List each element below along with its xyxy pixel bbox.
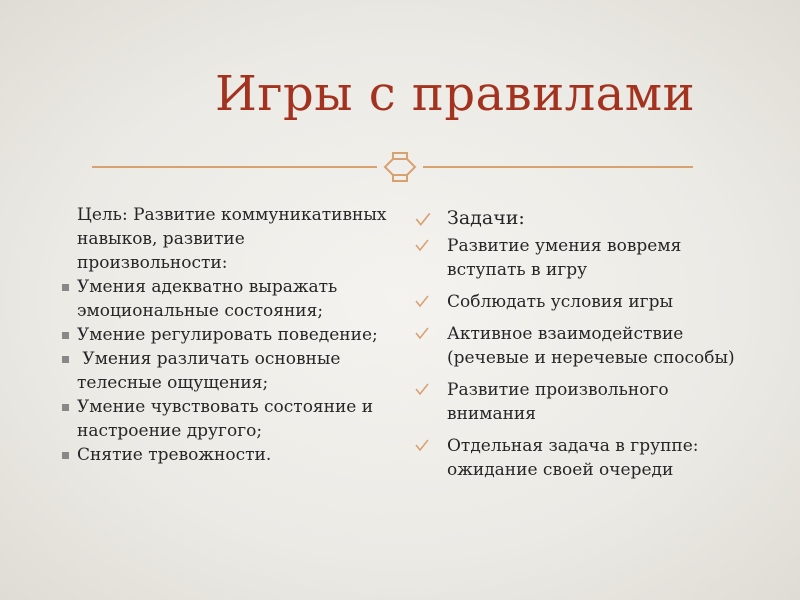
ornament-icon [381, 147, 419, 187]
task-text: Соблюдать условия игры [447, 292, 673, 312]
task-text: Развитие умения вовремя вступать в игру [447, 236, 682, 280]
task-text: Активное взаимодействие (речевые и неречевые способы) [447, 324, 735, 368]
goal-item [60, 347, 390, 395]
task-text: Отдельная задача в группе: ожидание своей очереди [447, 436, 699, 480]
goal-text: Умение чувствовать состояние и настроение другого; [77, 397, 374, 441]
goal-text: Снятие тревожности. [77, 445, 272, 465]
task-item [414, 434, 744, 482]
checkmark-bullet-icon [414, 210, 432, 228]
square-bullet-icon [62, 284, 69, 291]
goal-text: Умения адекватно выражать эмоциональные состояния; [77, 277, 338, 321]
square-bullet-icon [62, 452, 69, 459]
goal-item [60, 323, 390, 347]
square-bullet-icon [62, 332, 69, 339]
goal-text: Умение регулировать поведение; [77, 325, 378, 345]
slide-title: Игры с правилами [215, 66, 696, 122]
checkmark-bullet-icon [414, 437, 430, 453]
tasks-column [414, 205, 744, 490]
title-divider-left [92, 166, 377, 168]
checkmark-bullet-icon [414, 381, 430, 397]
goal-item [60, 443, 390, 467]
goals-intro: Цель: Развитие коммуникативных навыков, развитие произвольности: [77, 205, 387, 273]
checkmark-bullet-icon [414, 325, 430, 341]
square-bullet-icon [62, 404, 69, 411]
goal-item [60, 275, 390, 323]
square-bullet-icon [62, 356, 69, 363]
task-item [414, 322, 744, 370]
checkmark-bullet-icon [414, 293, 430, 309]
goal-text: Умения различать основные телесные ощущения; [77, 349, 346, 393]
title-divider-right [423, 166, 693, 168]
task-text: Развитие произвольного внимания [447, 380, 669, 424]
goal-item [60, 395, 390, 443]
checkmark-bullet-icon [414, 237, 430, 253]
task-item [414, 378, 744, 426]
tasks-heading [414, 205, 744, 231]
task-item [414, 290, 744, 314]
goals-column [60, 203, 390, 467]
task-item [414, 234, 744, 282]
tasks-heading-text: Задачи: [447, 207, 525, 229]
